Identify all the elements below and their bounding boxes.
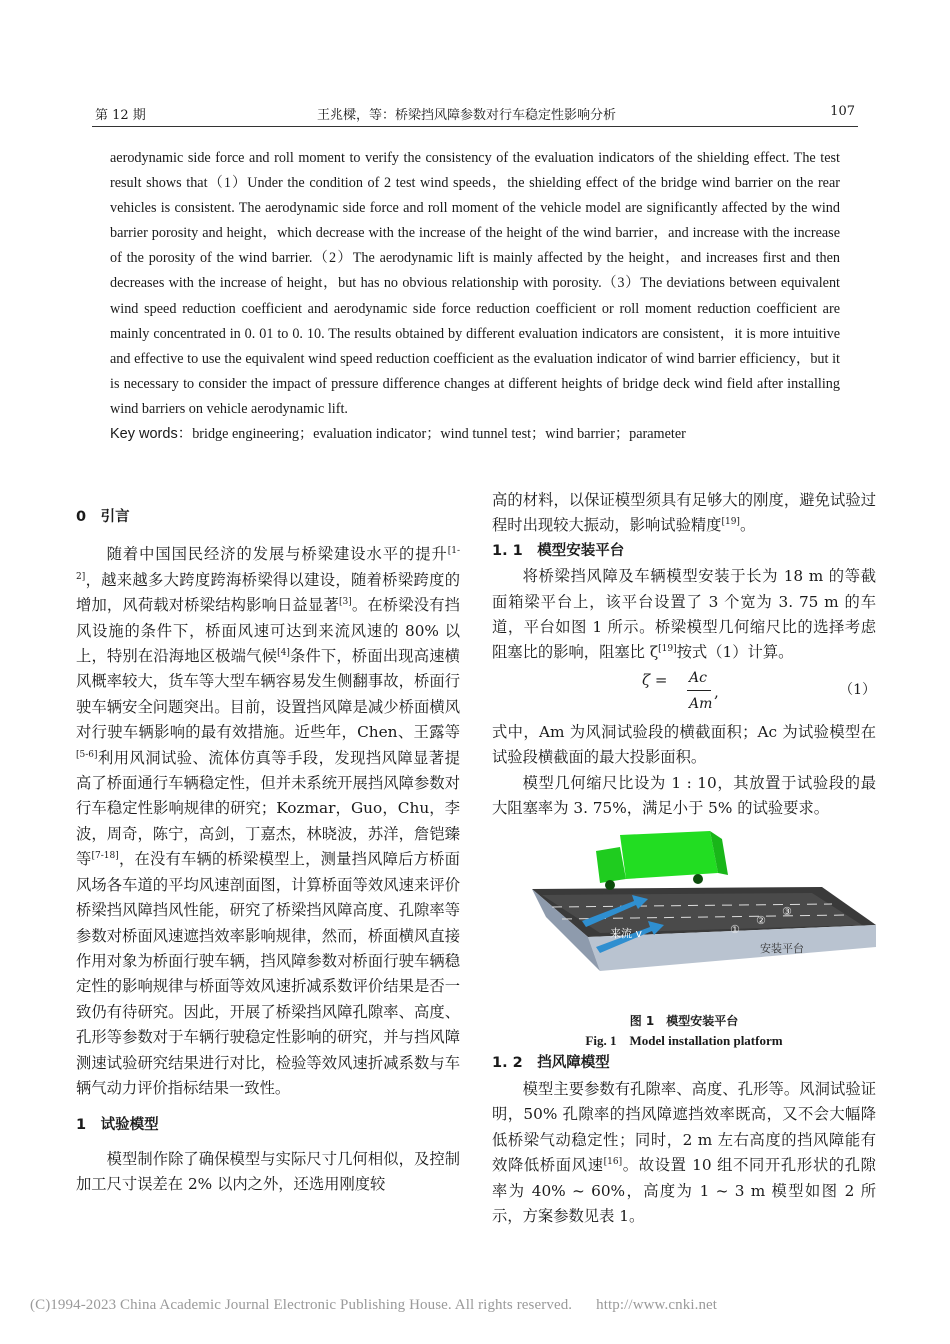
citation[interactable]: [19] <box>721 517 740 528</box>
eq-number: （1） <box>839 681 876 698</box>
section-1-title: 1 试验模型 <box>76 1117 159 1134</box>
section-1-2-title: 1. 2 挡风障模型 <box>492 1055 610 1072</box>
right-column <box>492 488 876 1229</box>
figure-1-caption-cn: 图 1 模型安装平台 <box>629 1014 739 1029</box>
citation[interactable]: [4] <box>277 648 290 659</box>
figure-1 <box>492 829 876 1001</box>
wheel-icon <box>693 874 703 884</box>
citation[interactable]: [7-18] <box>91 851 119 862</box>
running-header <box>95 104 855 124</box>
running-title: 王兆樑，等：桥梁挡风障参数对行车稳定性影响分析 <box>317 108 617 123</box>
lane-2-label: ② <box>756 914 766 928</box>
platform-paragraph: 将桥梁挡风障及车辆模型安装于长为 18 m 的等截面箱梁平台上，该平台设置了 3 个宽为 3. 75 m 的车道，平台如图 1 所示。桥梁模型几何缩尺比的选择考虑阻塞比的影响，阻塞比 ζ[19]按式（1）计算。 <box>492 567 876 662</box>
eq-denominator: Am <box>689 695 713 712</box>
citation[interactable]: [3] <box>338 597 352 608</box>
page-number: 107 <box>830 104 855 119</box>
eq-comma: , <box>714 682 719 701</box>
citation[interactable]: [5-6] <box>76 749 98 760</box>
section-1-1-title: 1. 1 模型安装平台 <box>492 542 625 559</box>
citation[interactable]: [16] <box>603 1157 623 1168</box>
barrier-paragraph: 模型主要参数有孔隙率、高度、孔形等。风洞试验证明，50% 孔隙率的挡风障遮挡效率既高，又不会大幅降低桥梁气动稳定性；同时，2 m 左右高度的挡风障能有效降低桥面风速[16]。故设置 10 组不同开孔形状的孔隙率为 40% ~ 60%，高度为 1 ~ 3 m 模型如图 2 所示，方案参数见表 1。 <box>492 1079 876 1225</box>
eq-lhs: ζ = <box>642 670 668 689</box>
eq-numerator: Ac <box>689 669 707 686</box>
truck-cab <box>596 847 626 883</box>
keywords-label: Key words： <box>110 426 193 443</box>
citation[interactable]: [1-2] <box>76 546 460 582</box>
fraction-bar <box>687 690 711 691</box>
figure-1-caption-en: Fig. 1 Model installation platform <box>585 1033 783 1049</box>
continued-paragraph: 高的材料，以保证模型须具有足够大的刚度，避免试验过程时出现较大振动，影响试验精度[19]。 <box>492 491 876 535</box>
issue-number: 第 12 期 <box>95 108 146 123</box>
wheel-icon <box>605 880 615 890</box>
truck-cargo <box>620 831 718 879</box>
footer-watermark <box>30 1297 717 1314</box>
intro-paragraph: 随着中国国民经济的发展与桥梁建设水平的提升[1-2]，越来越多大跨度跨海桥梁得以建设，随着桥梁跨度的增加，风荷载对桥梁结构影响日益显著[3]。在桥梁没有挡风设施的条件下，桥面风速可达到来流风速的 80% 以上，特别在沿海地区极端气候[4]条件下，桥面出现高速横风概率较大，货车等大型车辆容易发生侧翻事故，桥面行驶车辆安全问题突出。目前，设置挡风障是减少桥面横风对行驶车辆影响的最有效措施。近些年，Chen、王露等[5-6]利用风洞试验、流体仿真等手段，发现挡风障显著提高了桥面通行车辆稳定性，但并未系统开展挡风障参数对行车稳定性影响规律的研究；Kozmar，Guo，Chu，李波，周奇，陈宁，高剑，丁嘉杰，林晓波，苏洋，詹铠臻等[7-18]，在没有车辆的桥梁模型上，测量挡风障后方桥面风场各车道的平均风速剖面图，计算桥面等效风速来评价桥梁挡风障挡风性能，研究了桥梁挡风障高度、孔隙率等参数对桥面风速遮挡效率影响规律，然而，桥面横风直接作用对象为桥面行驶车辆，挡风障参数对桥面行驶车辆稳定性的影响规律与桥面等效风速折减系数评价结果是否一致仍有待研究。因此，开展了桥梁挡风障孔隙率、高度、孔形等参数对于车辆行驶稳定性影响的研究，并与挡风障测速试验研究结果进行对比，检验等效风速折减系数与车辆气动力评价指标结果一致性。 <box>76 545 460 1097</box>
model-paragraph: 模型制作除了确保模型与实际尺寸几何相似，及控制加工尺寸误差在 2% 以内之外，还选用刚度较 <box>76 1149 460 1194</box>
footer-url[interactable]: http://www.cnki.net <box>596 1297 718 1313</box>
abstract-text: aerodynamic side force and roll moment to verify the consistency of the evaluation indicators of the shielding effect. The test result shows that（1）Under the condition of 2 test wind speeds，the shielding effect of the bridge wind barrier on the rear vehicles is consistent. The aerodynamic side force and roll moment of the vehicle model are significantly affected by the wind barrier porosity and height，which decrease with the increase of the height of the wind barrier，and increase with the increase of the porosity of the wind barrier.（2）The aerodynamic lift is mainly affected by the height，and increases first and then decreases with the increase of height，but has no obvious relationship with porosity.（3）The deviations between equivalent wind speed reduction coefficient and aerodynamic side force reduction coefficient or roll moment reduction coefficient are mainly concentrated in 0. 01 to 0. 10. The results obtained by different evaluation indicators are consistent，it is more intuitive and effective to use the equivalent wind speed reduction coefficient as the evaluation indicator of wind barrier efficiency，but it is necessary to consider the impact of pressure difference changes at different heights of bridge deck wind field after installing wind barriers on vehicle aerodynamic lift. <box>110 150 840 417</box>
keywords-list: bridge engineering；evaluation indicator；wind tunnel test；wind barrier；parameter <box>192 426 686 443</box>
section-0-title: 0 引言 <box>76 509 130 525</box>
citation[interactable]: [19] <box>658 644 677 655</box>
platform-illustration <box>492 829 876 1001</box>
lane-3-label: ③ <box>782 905 792 919</box>
platform-label: 安装平台 <box>760 942 804 956</box>
where-paragraph: 式中，Am 为风洞试验段的横截面积；Ac 为试验模型在试验段横截面的最大投影面积。 <box>492 722 876 767</box>
scale-paragraph: 模型几何缩尺比设为 1 : 10，其放置于试验段的最大阻塞率为 3. 75%，满足小于 5% 的试验要求。 <box>492 773 876 818</box>
wind-label: 来流 v <box>610 927 643 941</box>
header-rule <box>92 126 858 127</box>
keywords <box>110 422 840 447</box>
english-abstract <box>110 146 840 447</box>
copyright: (C)1994-2023 China Academic Journal Electronic Publishing House. All rights reserved. <box>30 1297 573 1313</box>
equation-1 <box>492 666 876 720</box>
lane-1-label: ① <box>730 923 740 937</box>
left-column <box>76 505 460 1198</box>
